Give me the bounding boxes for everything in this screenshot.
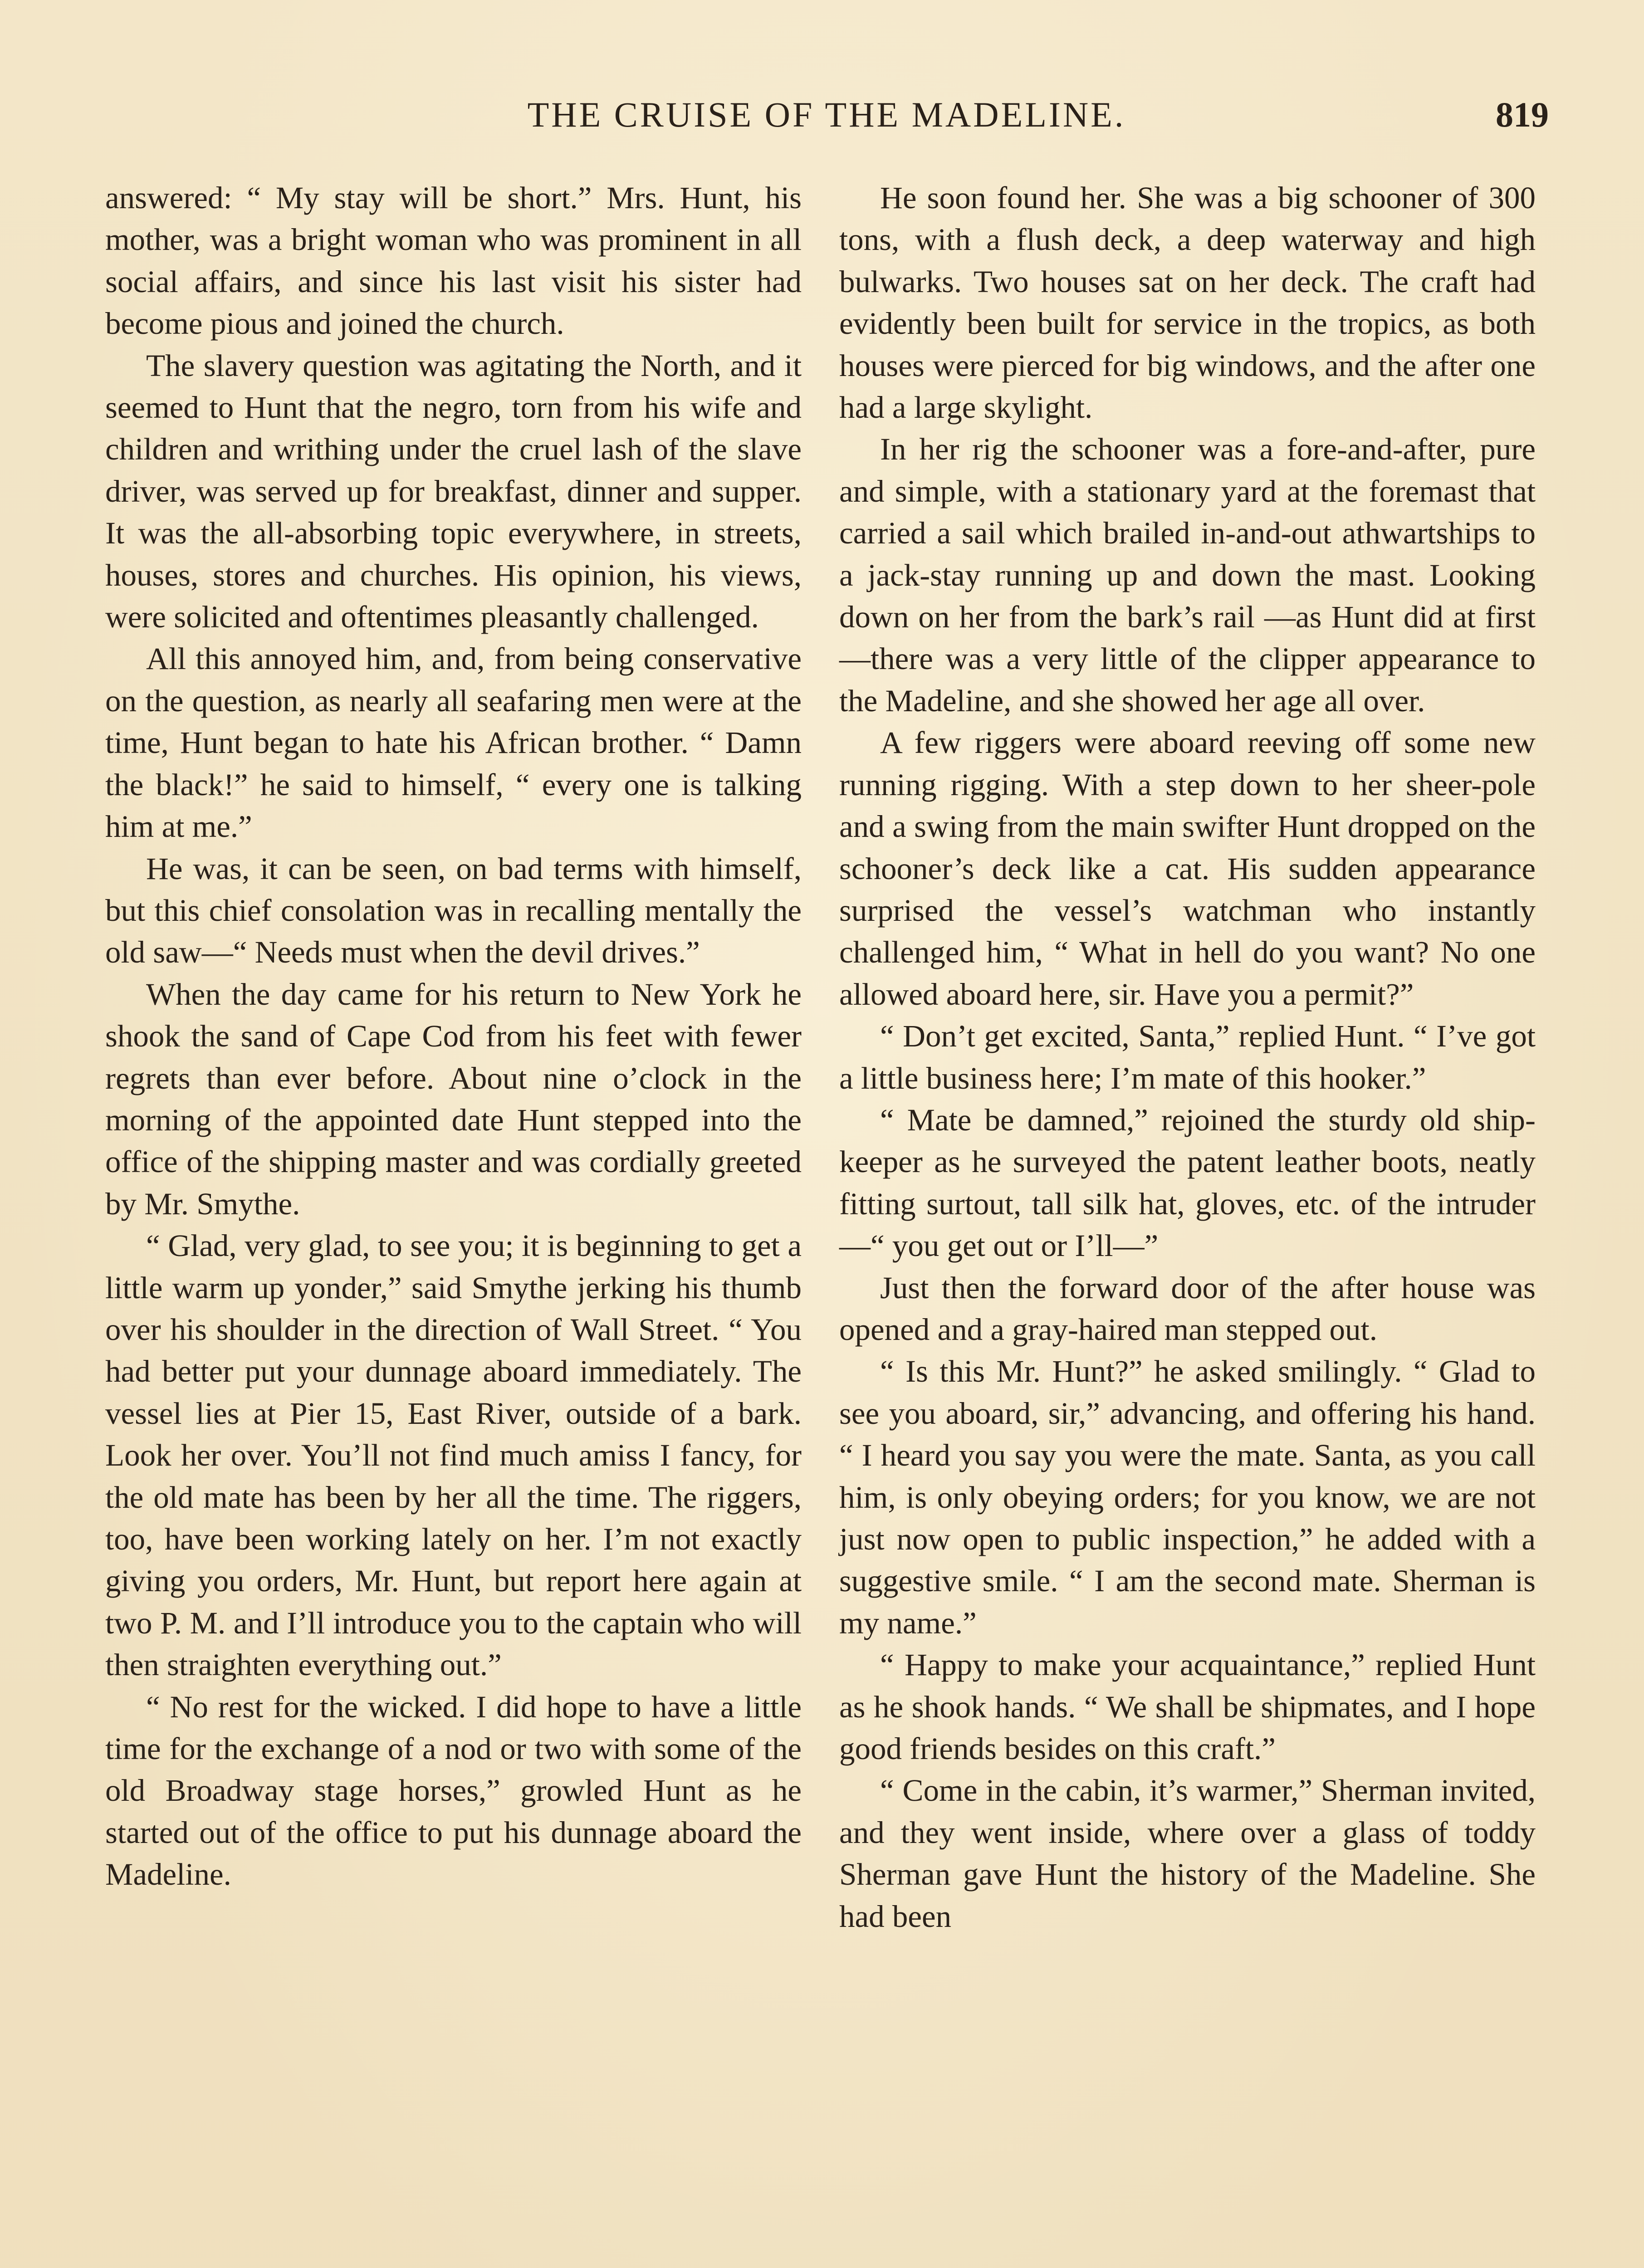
paragraph: He soon found her. She was a big schooner of 300 tons, with a flush deck, a deep waterway and high bulwarks. Two houses sat on her deck. The craft had evidently been built for service in the tropics, as both houses were pierced for big windows, and the after one had a large skylight. — [839, 181, 1536, 425]
page-header — [104, 90, 1549, 144]
paragraph: “ No rest for the wicked. I did hope to have a little time for the exchange of a nod or two with some of the old Broadway stage horses,” growled Hunt as he started out of the office to put his dunnage aboard the Madeline. — [105, 1689, 802, 1892]
paragraph: Just then the forward door of the after house was opened and a gray-haired man stepped out. — [839, 1270, 1536, 1347]
paragraph: A few riggers were aboard reeving off some new running rigging. With a step down to her sheer-pole and a swing from the main swifter Hunt dropped on the schooner’s deck like a cat. His sudden appearance surprised the vessel’s watchman who instantly challenged him, “ What in hell do you want? No one allowed aboard here, sir. Have you a permit?” — [839, 725, 1536, 1012]
paragraph: He was, it can be seen, on bad terms with himself, but this chief consolation was in recalling mentally the old saw—“ Needs must when the devil drives.” — [105, 851, 802, 970]
paragraph: “ Come in the cabin, it’s warmer,” Sherman invited, and they went inside, where over a glass of toddy Sherman gave Hunt the history of the Madeline. She had been — [839, 1773, 1536, 1934]
paragraph: The slavery question was agitating the North, and it seemed to Hunt that the negro, torn from his wife and children and writhing under the cruel lash of the slave driver, was served up for breakfast, dinner and supper. It was the all-absorbing topic everywhere, in streets, houses, stores and churches. His opinion, his views, were solicited and oftentimes pleasantly challenged. — [105, 348, 802, 635]
paragraph: In her rig the schooner was a fore-and-after, pure and simple, with a stationary yard at the foremast that carried a sail which brailed in-and-out athwartships to a jack-stay running up and down the mast. Looking down on her from the bark’s rail —as Hunt did at first—there was a very little of the clipper appearance to the Madeline, and she showed her age all over. — [839, 432, 1536, 718]
running-title: THE CRUISE OF THE MADELINE. — [527, 95, 1126, 134]
paragraph: “ Don’t get excited, Santa,” replied Hunt. “ I’ve got a little business here; I’m mate of this hooker.” — [839, 1019, 1536, 1095]
page-number: 819 — [1496, 95, 1549, 134]
paragraph: All this annoyed him, and, from being conservative on the question, as nearly all seafaring men were at the time, Hunt began to hate his African brother. “ Damn the black!” he said to himself, “ every one is talking him at me.” — [105, 641, 802, 844]
paragraph: “ Happy to make your acquaintance,” replied Hunt as he shook hands. “ We shall be shipmates, and I hope good friends besides on this craft.” — [839, 1647, 1536, 1766]
right-column — [839, 177, 1536, 1937]
paragraph: When the day came for his return to New York he shook the sand of Cape Cod from his feet with fewer regrets than ever before. About nine o’clock in the morning of the appointed date Hunt stepped into the office of the shipping master and was cordially greeted by Mr. Smythe. — [105, 977, 802, 1221]
paragraph: answered: “ My stay will be short.” Mrs. Hunt, his mother, was a bright woman who was prominent in all social affairs, and since his last visit his sister had become pious and joined the church. — [105, 181, 802, 341]
paragraph: “ Is this Mr. Hunt?” he asked smilingly. “ Glad to see you aboard, sir,” advancing, and offering his hand. “ I heard you say you were the mate. Santa, as you call him, is only obeying orders; for you know, we are not just now open to public inspection,” he added with a suggestive smile. “ I am the second mate. Sherman is my name.” — [839, 1354, 1536, 1640]
paragraph: “ Mate be damned,” rejoined the sturdy old ship-keeper as he surveyed the patent leather boots, neatly fitting surtout, tall silk hat, gloves, etc. of the intruder—“ you get out or I’ll—” — [839, 1102, 1536, 1263]
left-column — [105, 177, 802, 1896]
paragraph: “ Glad, very glad, to see you; it is beginning to get a little warm up yonder,” said Smythe jerking his thumb over his shoulder in the direction of Wall Street. “ You had better put your dunnage aboard immediately. The vessel lies at Pier 15, East River, outside of a bark. Look her over. You’ll not find much amiss I fancy, for the old mate has been by her all the time. The riggers, too, have been working lately on her. I’m not exactly giving you orders, Mr. Hunt, but report here again at two P. M. and I’ll introduce you to the captain who will then straighten everything out.” — [105, 1228, 802, 1682]
